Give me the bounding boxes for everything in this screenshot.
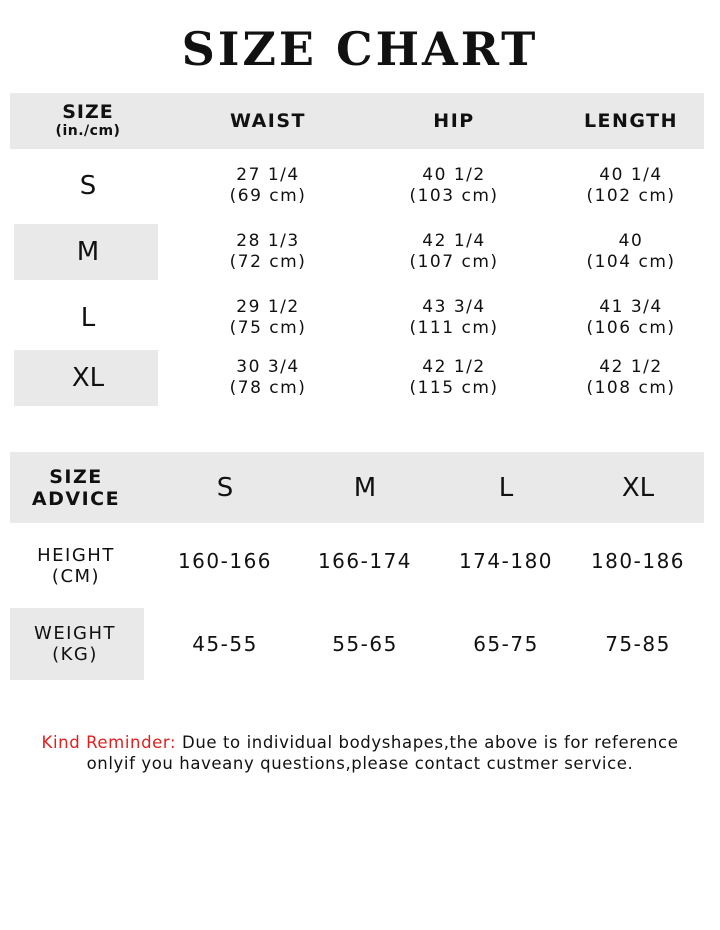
weight-value-m: 55-65 (332, 632, 398, 656)
height-unit: (CM) (51, 566, 101, 587)
length-in: 42 1/2 (599, 357, 663, 377)
weight-value-s: 45-55 (192, 632, 258, 656)
advice-header (10, 452, 142, 523)
table-row-l-waist (200, 290, 336, 346)
table-row-l-hip (388, 290, 520, 346)
advice-size-l: L (498, 472, 514, 503)
advice-label-height (10, 535, 142, 597)
weight-label: WEIGHT (34, 623, 116, 644)
hip-in: 43 3/4 (422, 297, 486, 317)
height-value-s: 160-166 (177, 549, 273, 573)
header-waist: WAIST (229, 110, 307, 132)
advice-size-m: M (353, 472, 377, 503)
weight-value-l: 65-75 (473, 632, 539, 656)
hip-cm: (103 cm) (409, 186, 499, 206)
waist-cm: (72 cm) (229, 252, 307, 272)
reminder-text-line1: Due to individual bodyshapes,the above is for reference (176, 733, 679, 752)
waist-in: 30 3/4 (236, 357, 300, 377)
size-label-s: S (79, 171, 97, 201)
waist-in: 27 1/4 (236, 165, 300, 185)
weight-unit: (KG) (52, 644, 98, 665)
table-row-s-hip (388, 158, 520, 214)
hip-in: 40 1/2 (422, 165, 486, 185)
waist-in: 28 1/3 (236, 231, 300, 251)
waist-cm: (69 cm) (229, 186, 307, 206)
waist-cm: (75 cm) (229, 318, 307, 338)
advice-header-line2: ADVICE (31, 487, 121, 510)
kind-reminder (0, 732, 720, 774)
length-cm: (106 cm) (586, 318, 676, 338)
table-row-m-hip (388, 224, 520, 280)
hip-cm: (107 cm) (409, 252, 499, 272)
advice-size-xl: XL (621, 472, 655, 503)
length-cm: (108 cm) (586, 378, 676, 398)
length-in: 41 3/4 (599, 297, 663, 317)
table-row-xl-hip (388, 350, 520, 406)
hip-in: 42 1/4 (422, 231, 486, 251)
table-row-l-length (566, 290, 696, 346)
length-cm: (102 cm) (586, 186, 676, 206)
table-row-m-waist (200, 224, 336, 280)
advice-size-s: S (216, 472, 234, 503)
table-row-xl-length (566, 350, 696, 406)
height-label: HEIGHT (37, 545, 115, 566)
length-in: 40 1/4 (599, 165, 663, 185)
size-label-l: L (80, 303, 96, 333)
table-row-m-length (566, 224, 696, 280)
weight-value-xl: 75-85 (605, 632, 671, 656)
height-value-l: 174-180 (458, 549, 554, 573)
table-row-s-length (566, 158, 696, 214)
height-value-m: 166-174 (317, 549, 413, 573)
waist-in: 29 1/2 (236, 297, 300, 317)
header-size-unit: (in./cm) (55, 123, 121, 139)
hip-in: 42 1/2 (422, 357, 486, 377)
height-value-xl: 180-186 (590, 549, 686, 573)
header-hip: HIP (433, 110, 475, 132)
advice-label-weight (10, 608, 140, 680)
header-length: LENGTH (583, 110, 679, 132)
length-in: 40 (618, 231, 644, 251)
size-label-m: M (76, 237, 100, 267)
page-title: SIZE CHART (181, 22, 539, 76)
reminder-text-line2: onlyif you haveany questions,please contact custmer service. (86, 754, 634, 773)
header-size-label: SIZE (62, 101, 114, 123)
hip-cm: (115 cm) (409, 378, 499, 398)
table-row-s-waist (200, 158, 336, 214)
size-label-xl: XL (71, 363, 105, 393)
reminder-line1 (0, 732, 720, 753)
header-size (14, 93, 162, 149)
advice-header-line1: SIZE (49, 465, 103, 488)
table-row-xl-waist (200, 350, 336, 406)
reminder-label: Kind Reminder: (41, 733, 177, 752)
waist-cm: (78 cm) (229, 378, 307, 398)
hip-cm: (111 cm) (409, 318, 499, 338)
length-cm: (104 cm) (586, 252, 676, 272)
